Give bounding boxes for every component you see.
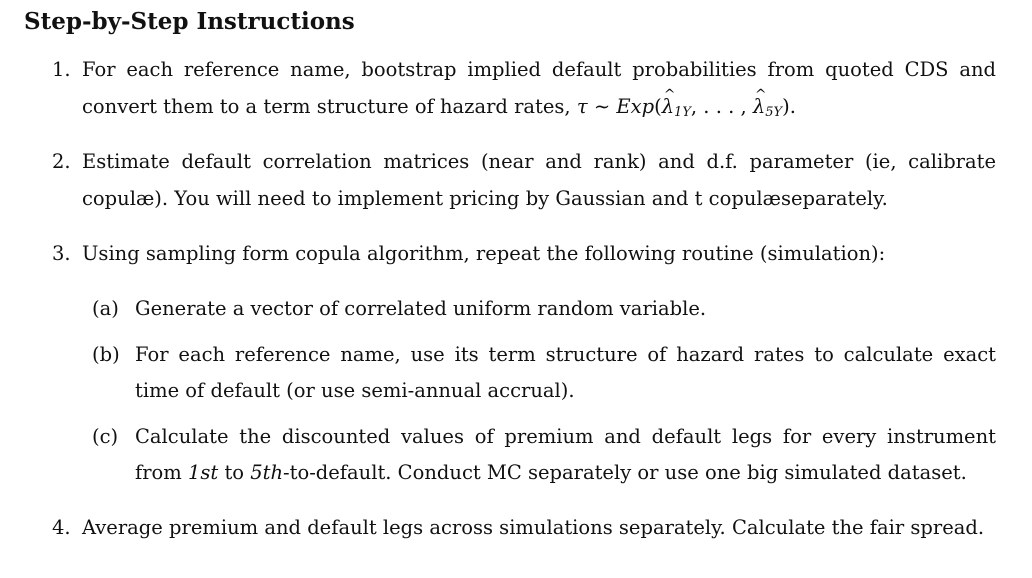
tau-distribution-symbol: τ ∼ (576, 95, 611, 118)
substep-c-label: (c) (92, 425, 119, 448)
substep-c-line-2 (135, 463, 967, 483)
step-2-line-1: Estimate default correlation matrices (near and rank) and d.f. parameter (ie, calibrate (82, 150, 996, 173)
substep-c-rest: -to-default. Conduct MC separately or use one big simulated dataset. (283, 461, 967, 484)
step-1-line-2-text: convert them to a term structure of hazard rates, (82, 95, 571, 118)
close-paren: ). (782, 95, 796, 118)
lambda-subscript-last: 5Y (765, 105, 783, 120)
step-1-line-2 (82, 97, 796, 119)
step-2-number: 2. (52, 150, 71, 173)
step-3-line-1: Using sampling form copula algorithm, repeat the following routine (simulation): (82, 242, 886, 265)
exp-function: Exp (616, 95, 655, 118)
substep-c-first: 1st (187, 461, 219, 484)
substep-b-line-1: For each reference name, use its term structure of hazard rates to calculate exact (135, 343, 996, 366)
substep-c-fifth: 5th (250, 461, 284, 484)
page-heading: Step-by-Step Instructions (24, 8, 355, 35)
step-4-line-1: Average premium and default legs across simulations separately. Calculate the fair spread. (82, 516, 985, 539)
lambda-hat-last: ^ λ (753, 97, 765, 117)
step-2-line-2: copulæ). You will need to implement pricing by Gaussian and t copulæseparately. (82, 187, 888, 210)
substep-b-line-2: time of default (or use semi-annual accrual). (135, 379, 575, 402)
ellipsis: , . . . , (690, 95, 747, 118)
substep-c-to: to (224, 461, 245, 484)
step-4-number: 4. (52, 516, 71, 539)
open-paren: ( (654, 95, 662, 118)
substep-c-from: from (135, 461, 182, 484)
substep-b-label: (b) (92, 343, 120, 366)
lambda-hat-first: ^ λ (662, 97, 674, 117)
step-1-line-1: For each reference name, bootstrap implied default probabilities from quoted CDS and (82, 58, 996, 81)
substep-a-label: (a) (92, 297, 119, 320)
substep-c-line-1: Calculate the discounted values of premium and default legs for every instrument (135, 425, 996, 448)
lambda-subscript-first: 1Y (674, 105, 691, 120)
substep-a-line-1: Generate a vector of correlated uniform random variable. (135, 297, 707, 320)
step-1-number: 1. (52, 58, 71, 81)
step-3-number: 3. (52, 242, 71, 265)
